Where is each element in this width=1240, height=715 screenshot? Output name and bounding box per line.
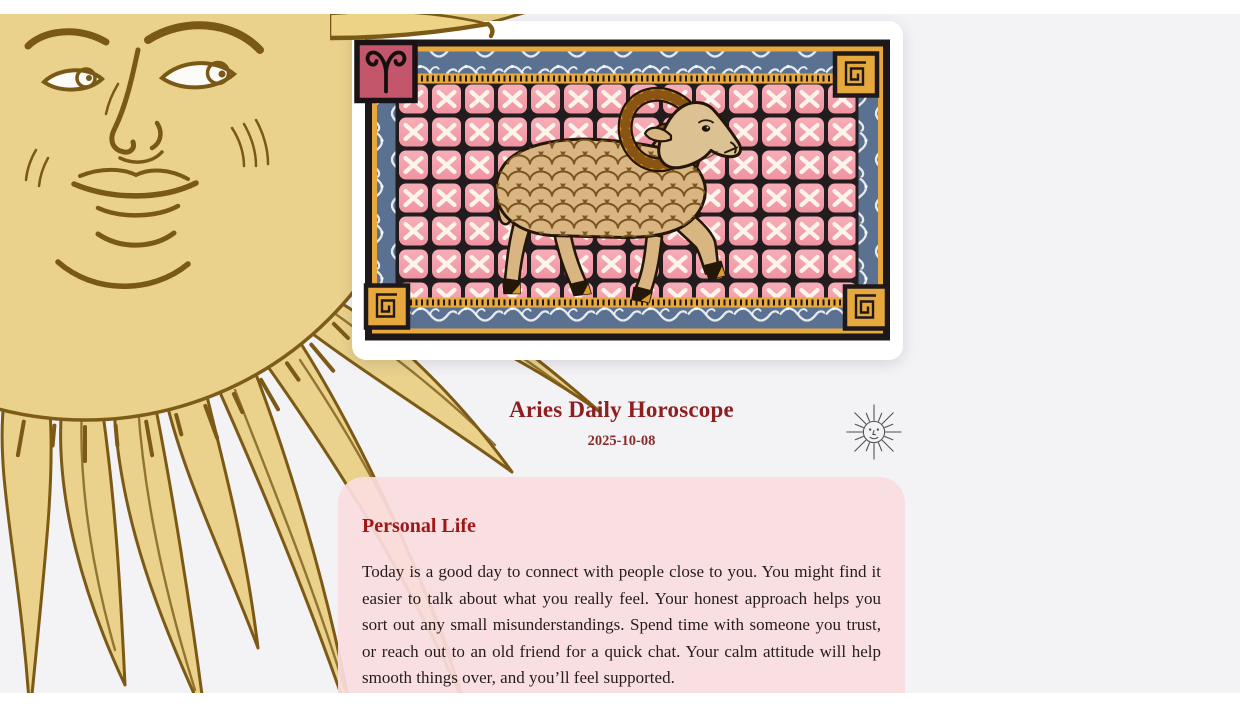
aries-card-illustration (365, 35, 890, 346)
sun-engraving-icon (845, 401, 903, 463)
personal-life-card (338, 477, 905, 693)
corner-spiral-bottom-left (366, 286, 408, 328)
section-body-text: Today is a good day to connect with people close to you. You might find it easier to talk about what you really feel. Your honest approach helps you sort out any small misunderstandings. Spend time with someone you trust, or reach out to an old friend for a quick chat. Your calm attitude will help smooth things over, and you’ll feel supported. (362, 562, 881, 688)
sun-ray-overlay (330, 14, 500, 50)
aries-medieval-card (352, 21, 903, 360)
horoscope-header (338, 397, 905, 483)
page-title: Aries Daily Horoscope (509, 397, 734, 422)
corner-spiral-top-right (835, 54, 877, 96)
horoscope-date: 2025-10-08 (587, 433, 656, 449)
section-heading: Personal Life (362, 515, 476, 537)
corner-spiral-bottom-right (845, 287, 887, 329)
aries-symbol-badge (357, 43, 415, 101)
page-background (0, 14, 1240, 693)
